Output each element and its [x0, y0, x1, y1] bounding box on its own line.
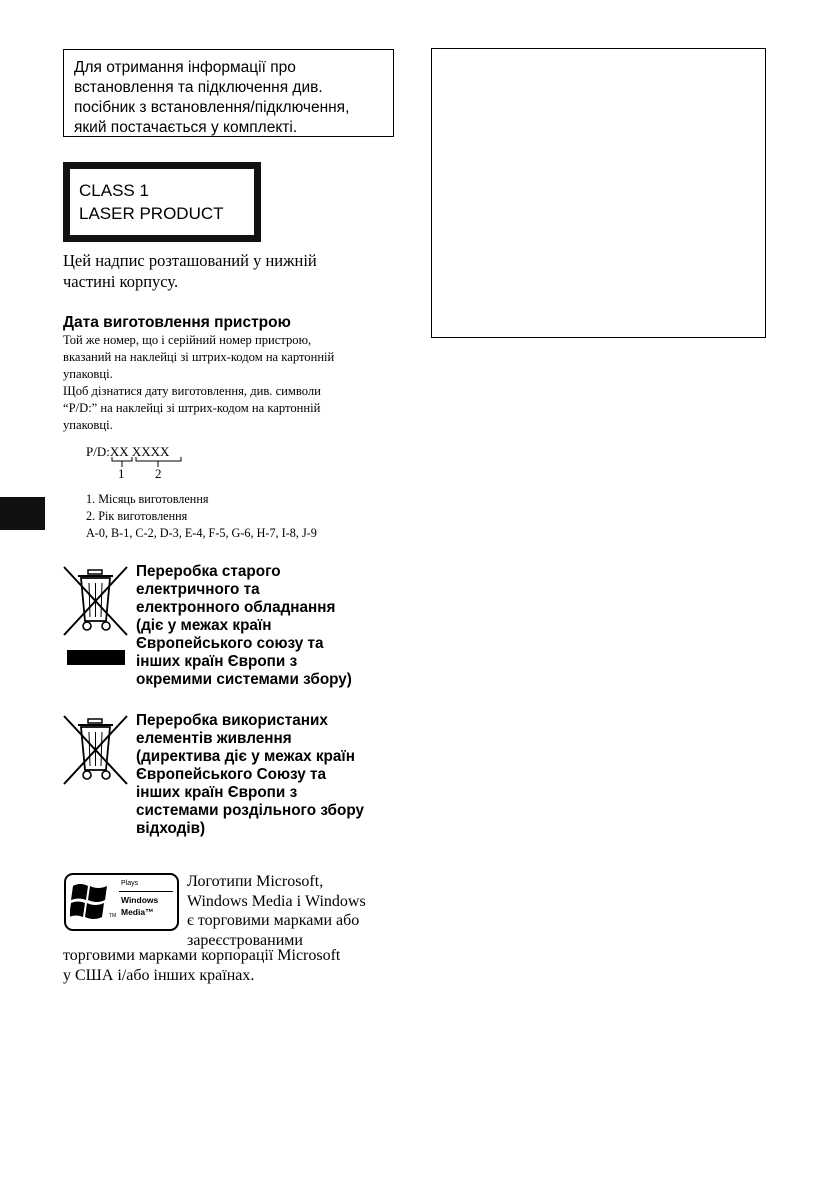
plays-windows-media-logo: [64, 873, 179, 931]
weee-line: системами роздільного збору: [136, 802, 364, 819]
microsoft-trademark-text: [187, 872, 366, 950]
trademark-line: у США і/або інших країнах.: [63, 966, 255, 984]
weee-line: електричного та: [136, 581, 260, 598]
trademark-line: торговими марками корпорації Microsoft: [63, 947, 341, 964]
pd-month: XX: [109, 444, 129, 459]
body-line: упаковці.: [63, 418, 113, 432]
logo-media: Media™: [121, 907, 154, 917]
legend-line: 2. Рік виготовлення: [86, 509, 188, 523]
legend-line: 1. Місяць виготовлення: [86, 492, 209, 506]
logo-plays: Plays: [121, 880, 139, 887]
trademark-line: є торговими марками або: [187, 912, 360, 929]
weee-line: Європейського союзу та: [136, 635, 324, 652]
weee-line: окремими системами збору): [136, 671, 352, 688]
weee-line: електронного обладнання: [136, 599, 336, 616]
notice-line: посібник з встановлення/підключення,: [74, 99, 350, 116]
logo-divider: [119, 891, 173, 892]
manufacture-date-heading: Дата виготовлення пристрою: [63, 314, 291, 331]
label-location-line: Цей надпис розташований у нижній: [63, 251, 317, 270]
weee-line: інших країн Європи з: [136, 784, 298, 801]
weee-line: (діє у межах країн: [136, 617, 272, 634]
notice-line: встановлення та підключення див.: [74, 79, 323, 96]
body-line: “P/D:” на наклейці зі штрих-кодом на картонній: [63, 401, 321, 415]
pd-prefix: P/D:: [86, 444, 110, 459]
laser-class: CLASS 1: [79, 181, 149, 200]
weee-line: (директива діє у межах країн: [136, 748, 355, 765]
logo-tm: TM: [109, 913, 117, 919]
trademark-line: зареєстрованими: [187, 931, 303, 949]
manufacture-date-body: [63, 332, 334, 434]
logo-windows: Windows: [121, 895, 159, 905]
weee-line: Переробка старого: [136, 563, 281, 580]
weee-line: Переробка використаних: [136, 712, 328, 729]
body-line: вказаний на наклейці зі штрих-кодом на картонній: [63, 350, 335, 364]
body-line: упаковці.: [63, 367, 113, 381]
blank-frame: [431, 48, 766, 338]
laser-label-text: [79, 179, 224, 225]
notice-line: Для отримання інформації про: [74, 59, 296, 76]
label-location-text: [63, 250, 317, 292]
pd-year: XXXX: [131, 444, 170, 459]
weee-equipment-heading: [136, 563, 352, 689]
pd-legend: [86, 491, 317, 542]
section-tab: [0, 497, 45, 530]
microsoft-trademark-tail: [63, 946, 340, 985]
pd-marker-2: 2: [155, 466, 162, 481]
weee-line: елементів живлення: [136, 730, 292, 747]
installation-notice-box: [63, 49, 394, 137]
crossed-bin-battery-icon: [61, 714, 131, 788]
label-location-line: частині корпусу.: [63, 272, 179, 291]
trademark-line: Логотипи Microsoft,: [187, 873, 324, 890]
trademark-line: Windows Media і Windows: [187, 892, 366, 910]
weee-battery-heading: [136, 712, 364, 838]
body-line: Щоб дізнатися дату виготовлення, див. символи: [63, 384, 321, 398]
weee-black-bar: [67, 650, 125, 665]
windows-flag-icon: [70, 881, 110, 923]
laser-product: LASER PRODUCT: [79, 204, 224, 223]
weee-line: інших країн Європи з: [136, 653, 298, 670]
crossed-bin-icon: [61, 565, 131, 639]
notice-line: який постачається у комплекті.: [74, 119, 298, 136]
weee-line: Європейського Союзу та: [136, 766, 327, 783]
weee-line: відходів): [136, 820, 206, 837]
pd-marker-1: 1: [118, 466, 125, 481]
body-line: Той же номер, що і серійний номер пристрою,: [63, 333, 312, 347]
legend-line: A-0, B-1, C-2, D-3, E-4, F-5, G-6, H-7, I-8, J-9: [86, 526, 317, 540]
